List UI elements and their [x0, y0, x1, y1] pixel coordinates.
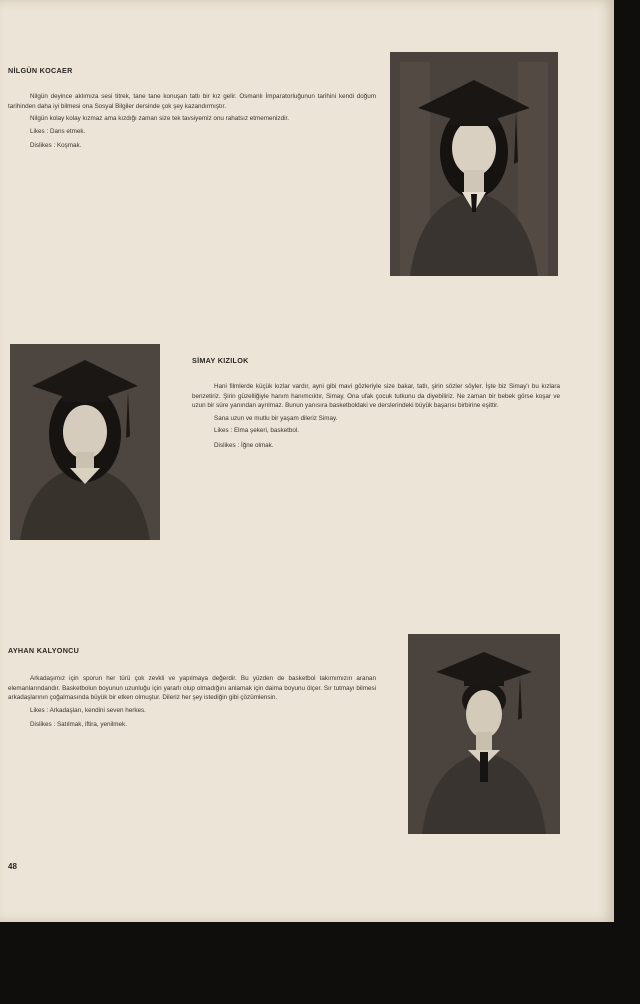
profile-name: NİLGÜN KOCAER	[8, 66, 73, 75]
bio-paragraph: Hani filmlerde küçük kızlar vardır, ayni gibi mavi gözleriyle size bakar, tatlı, şirin sözler söyler. İşte biz Simay'ı bu kızlara benzetiriz. Şirin güzelliğiyle hanım hanımcıktır, Simay. Ona ufak çocuk tutkunu da diyebiliriz. Ne zaman bir bebek görse koşar ve uzun bir süre yanından ayrılmaz. Bunun yanısıra basketboldaki ve derslerindeki büyük başarısı birbirine eşittir.	[192, 383, 560, 410]
likes-line: Likes : Dans etmek.	[30, 127, 86, 135]
graduation-portrait-boy-icon	[408, 634, 560, 834]
dislikes-line: Dislikes : Koşmak.	[30, 142, 82, 150]
graduation-portrait-girl-icon	[390, 52, 558, 276]
dislikes-label: Dislikes	[30, 142, 52, 150]
bio-paragraph: Arkadaşımız için sporun her türü çok zevkli ve yapılmaya değerdir. Bu yüzden de basketbol takımımızın aranan elemanlarındandır. Basketbolun boyunun uzunluğu için yararlı olup olmadığını anlamak için daima boyunu ölçer. Sır tutmayı bilmesi arkadaşlarının çoğalmasında büyük bir etken olmuştur. Dileriz her şey istediğin gibi çözümlensin.	[8, 675, 376, 702]
likes-value: Arkadaşları, kendini seven herkes.	[49, 706, 146, 714]
likes-value: Elma şekeri, basketbol.	[233, 427, 300, 435]
dislikes-value: Satılmak, iftira, yenilmek.	[56, 721, 127, 729]
bio-paragraph: Nilgün kolay kolay kızmaz ama kızdığı zaman size tek tavsiyemiz onu rahatsız etmemenizdir.	[30, 115, 289, 123]
graduation-portrait-girl-icon	[10, 344, 160, 540]
likes-line: Likes : Arkadaşları, kendini seven herkes.	[30, 706, 146, 714]
bio-paragraph: Sana uzun ve mutlu bir yaşam dileriz Simay.	[214, 414, 338, 422]
dislikes-label: Dislikes	[30, 721, 52, 729]
profile-name: SİMAY KIZILOK	[192, 356, 249, 365]
likes-label: Likes	[214, 427, 229, 435]
likes-value: Dans etmek.	[49, 127, 86, 135]
dislikes-line: Dislikes : İğne olmak.	[214, 441, 274, 449]
portrait-photo	[10, 344, 160, 540]
profile-bio	[8, 674, 376, 735]
dislikes-label: Dislikes	[214, 441, 236, 449]
bio-paragraph: Nilgün deyince aklımıza sesi titrek, tane tane konuşan tatlı bir kız gelir. Osmanlı İmparatorluğunun tarihini kendi doğum tarihinden daha iyi bilmesi ona Sosyal Bilgiler dersinde çok şey kazandırmıştır.	[8, 93, 376, 110]
portrait-photo	[408, 634, 560, 834]
dislikes-value: İğne olmak.	[240, 441, 274, 449]
likes-label: Likes	[30, 706, 45, 714]
page-number: 48	[8, 862, 17, 871]
dislikes-line: Dislikes : Satılmak, iftira, yenilmek.	[30, 721, 127, 729]
portrait-photo	[390, 52, 558, 276]
likes-label: Likes	[30, 127, 45, 135]
profile-name: AYHAN KALYONCU	[8, 646, 80, 655]
profile-bio	[192, 382, 560, 456]
profile-bio	[8, 92, 376, 156]
dislikes-value: Koşmak.	[56, 142, 82, 150]
likes-line: Likes : Elma şekeri, basketbol.	[214, 427, 300, 435]
